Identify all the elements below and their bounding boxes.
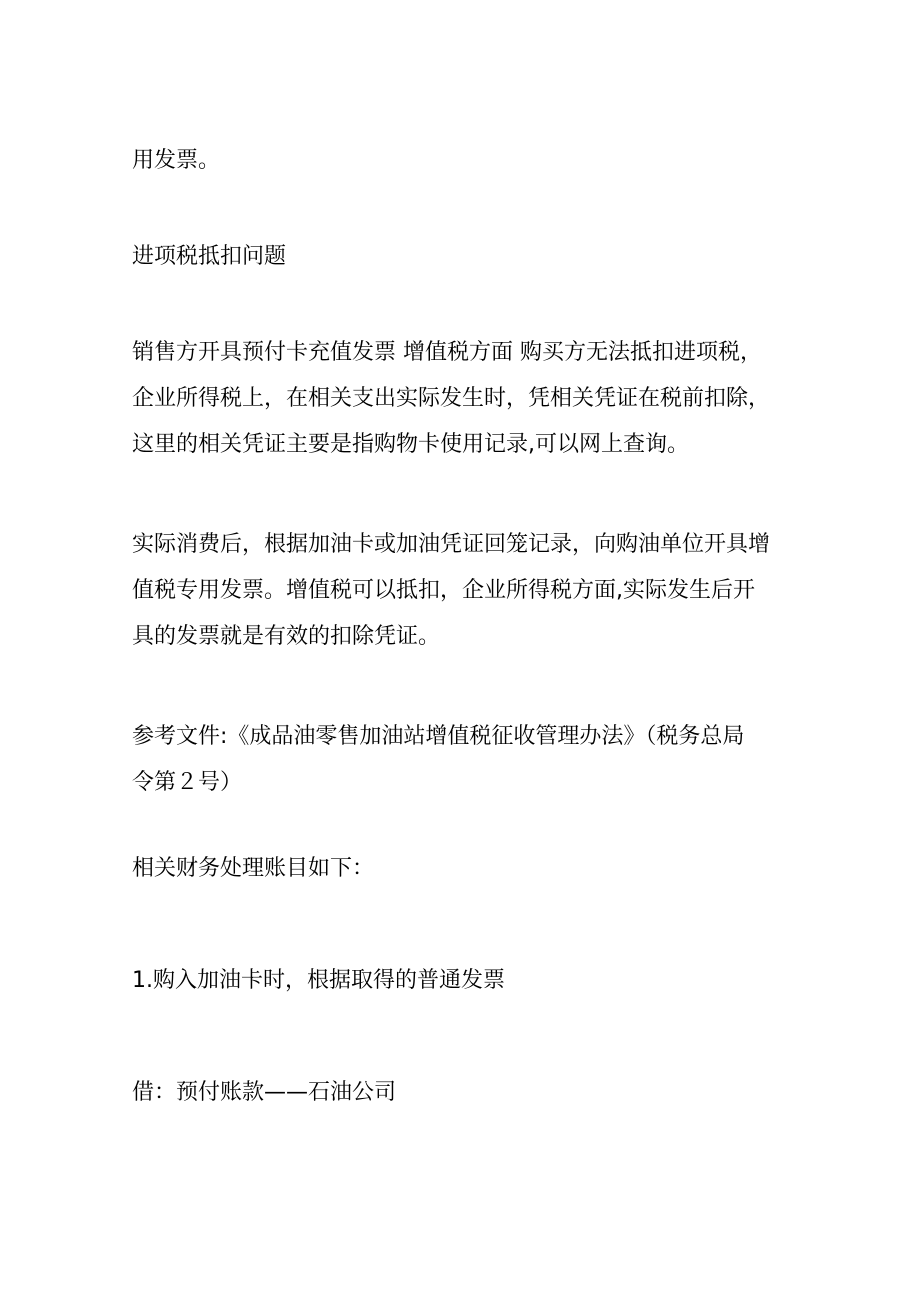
text-line: 具的发票就是有效的扣除凭证。 [132,624,441,649]
text-line: 企业所得税上，在相关支出实际发生时，凭相关凭证在税前扣除， [132,386,771,411]
text-line: 销售方开具预付卡充值发票 增值税方面 购买方无法抵扣进项税， [132,340,762,365]
text-line: 相关财务处理账目如下： [132,856,375,881]
text-line: 用发票。 [132,148,221,173]
paragraph-debit-entry [132,1070,812,1116]
text-line: 进项税抵扣问题 [132,244,287,269]
section-heading-input-tax-deduction [132,234,812,280]
paragraph-actual-consumption [132,522,812,660]
text-line: 实际消费后，根据加油卡或加油凭证回笼记录，向购油单位开具增 [132,532,771,557]
text-line: 1.购入加油卡时，根据取得的普通发票 [132,968,505,993]
paragraph-seller-invoice [132,330,812,468]
text-line: 令第２号） [132,770,243,795]
text-line: 参考文件:《成品油零售加油站增值税征收管理办法》（税务总局 [132,724,745,749]
text-line: 这里的相关凭证主要是指购物卡使用记录,可以网上查询。 [132,432,689,457]
paragraph-reference-document [132,714,812,806]
paragraph-accounting-intro [132,846,812,892]
text-line: 值税专用发票。增值税可以抵扣，企业所得税方面,实际发生后开 [132,578,755,603]
paragraph-step-1 [132,958,812,1004]
paragraph-continuation [132,138,812,184]
text-line: 借：预付账款——石油公司 [132,1080,397,1105]
